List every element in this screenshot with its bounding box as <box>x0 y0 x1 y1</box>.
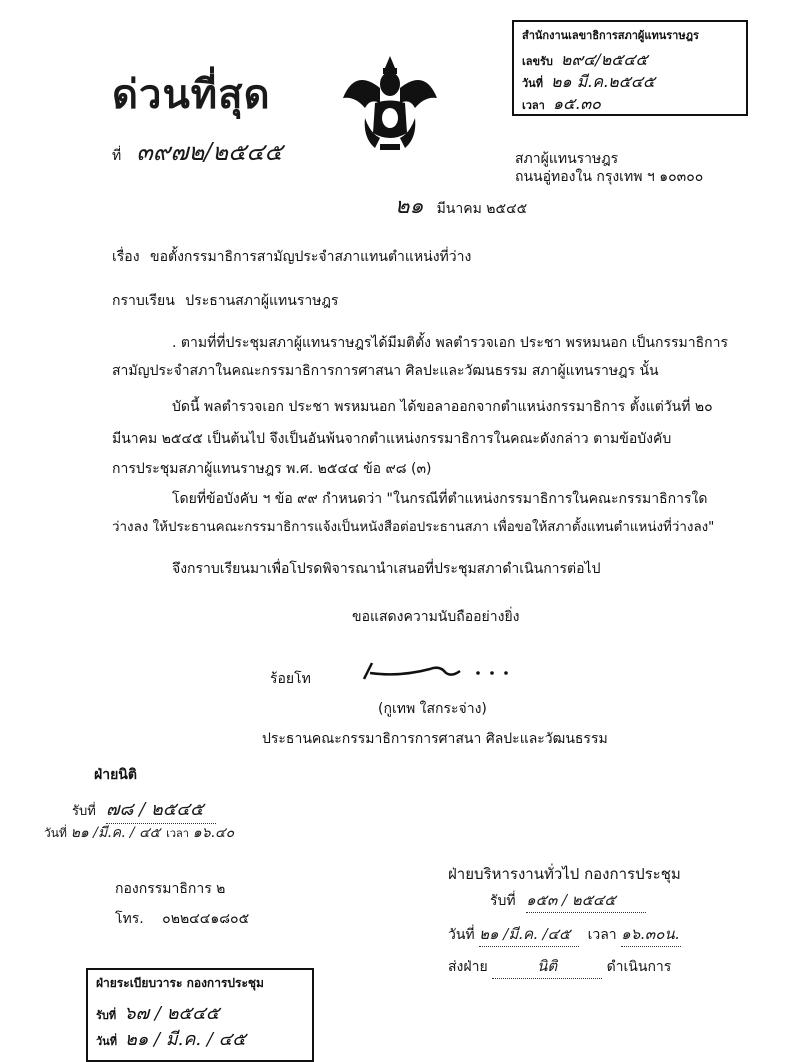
date-month-year: มีนาคม ๒๕๔๕ <box>436 201 528 217</box>
general-recv-value: ๑๕๓ / ๒๕๔๕ <box>526 888 646 913</box>
stamp-recv-label: เลขรับ <box>522 55 553 68</box>
general-admin-stamp <box>448 858 748 988</box>
handwritten-signature-icon <box>360 655 520 685</box>
secretariat-received-stamp <box>512 20 748 116</box>
agenda-header: ฝ่ายระเบียบวาระ กองการประชุม <box>96 976 264 990</box>
committee-phone <box>115 908 249 930</box>
general-recv-label: รับที่ <box>490 893 516 909</box>
stamp-time-value: ๑๕.๓๐ <box>552 94 601 113</box>
agenda-recv-label: รับที่ <box>96 1009 117 1022</box>
legislative-recv-value: ๗๘ / ๒๕๔๕ <box>106 794 216 824</box>
org-address-line1: สภาผู้แทนราษฎร <box>515 151 619 167</box>
subject-label: เรื่อง <box>112 249 140 265</box>
legislative-recv-label: รับที่ <box>72 804 96 819</box>
phone-label: โทร. <box>115 911 144 927</box>
general-send-suffix: ดำเนินการ <box>606 959 672 975</box>
body-line-4: มีนาคม ๒๕๔๕ เป็นต้นไป จึงเป็นอันพ้นจากตำแหน่งกรรมาธิการในคณะดังกล่าว ตามข้อบังคับ <box>112 431 672 447</box>
urgent-label: ด่วนที่สุด <box>112 71 271 118</box>
legislative-date-label: วันที่ <box>44 826 67 840</box>
agenda-date-value: ๒๑ / มี.ค. / ๔๕ <box>124 1029 246 1050</box>
date-day: ๒๑ <box>395 194 424 219</box>
signer-name: (กูเทพ ใสกระจ่าง) <box>378 701 487 717</box>
body-line-3: บัดนี้ พลตำรวจเอก ประชา พรหมนอก ได้ขอลาออกจากตำแหน่งกรรมาธิการ ตั้งแต่วันที่ ๒๐ <box>172 399 713 415</box>
body-line-1: . ตามที่ที่ประชุมสภาผู้แทนราษฎรได้มีมติตั้ง พลตำรวจเอก ประชา พรหมนอก เป็นกรรมาธิการ <box>172 335 729 351</box>
subject-line <box>112 246 471 268</box>
legislative-received-note <box>44 764 274 854</box>
document-date <box>395 188 527 223</box>
legislative-header: ฝ่ายนิติ <box>94 767 137 783</box>
general-time-label: เวลา <box>587 927 617 943</box>
general-header: ฝ่ายบริหารงานทั่วไป กองการประชุม <box>448 865 681 883</box>
salutation-line <box>112 290 338 312</box>
stamp-recv-value: ๒๙๔/๒๕๔๕ <box>560 50 648 69</box>
body-line-6: โดยที่ข้อบังคับ ฯ ข้อ ๙๙ กำหนดว่า "ในกรณีที่ตำแหน่งกรรมาธิการในคณะกรรมาธิการใด <box>172 491 708 507</box>
legislative-time-label: เวลา <box>166 827 189 840</box>
stamp-time-label: เวลา <box>522 99 545 112</box>
reference-number <box>112 132 283 171</box>
agenda-division-stamp <box>86 968 314 1062</box>
closing-phrase: ขอแสดงความนับถืออย่างยิ่ง <box>352 609 520 625</box>
body-line-8: จึงกราบเรียนมาเพื่อโปรดพิจารณานำเสนอที่ประชุมสภาดำเนินการต่อไป <box>172 561 601 577</box>
body-line-7: ว่างลง ให้ประธานคณะกรรมาธิการแจ้งเป็นหนังสือต่อประธานสภา เพื่อขอให้สภาตั้งแทนตำแหน่งที่ว่างลง" <box>112 520 715 535</box>
general-date-label: วันที่ <box>448 927 475 943</box>
signer-rank: ร้อยโท <box>270 671 311 687</box>
general-send-label: ส่งฝ่าย <box>448 959 488 975</box>
signer-position: ประธานคณะกรรมาธิการการศาสนา ศิลปะและวัฒนธรรม <box>262 731 608 747</box>
legislative-date-value: ๒๑ /มี.ค. / ๔๕ <box>70 825 161 841</box>
salutation-text: ประธานสภาผู้แทนราษฎร <box>185 293 339 309</box>
body-line-2: สามัญประจำสภาในคณะกรรมาธิการการศาสนา ศิลปะและวัฒนธรรม สภาผู้แทนราษฎร นั้น <box>112 363 659 379</box>
phone-number: ๐๒๒๔๔๑๘๐๕ <box>162 911 250 927</box>
body-line-5: การประชุมสภาผู้แทนราษฎร พ.ศ. ๒๕๔๔ ข้อ ๙๘ (๓) <box>112 461 432 477</box>
agenda-date-label: วันที่ <box>96 1035 117 1048</box>
legislative-time-value: ๑๖.๔๐ <box>192 825 235 841</box>
general-date-value: ๒๑ /มี.ค. /๔๕ <box>479 922 579 947</box>
stamp-date-label: วันที่ <box>522 77 543 90</box>
stamp-header: สำนักงานเลขาธิการสภาผู้แทนราษฎร <box>522 29 699 42</box>
general-time-value: ๑๖.๓๐น. <box>621 922 681 947</box>
stamp-date-value: ๒๑ มี.ค.๒๕๔๕ <box>550 72 656 91</box>
garuda-emblem-icon <box>335 48 445 158</box>
reference-value: ๓๙๗๒/๒๕๔๕ <box>136 138 283 166</box>
subject-text: ขอตั้งกรรมาธิการสามัญประจำสภาแทนตำแหน่งที่ว่าง <box>150 249 472 265</box>
agenda-recv-value: ๖๗ / ๒๕๔๕ <box>124 1003 220 1024</box>
salutation-label: กราบเรียน <box>112 293 175 309</box>
org-address-line2: ถนนอู่ทองใน กรุงเทพ ฯ ๑๐๓๐๐ <box>515 169 704 185</box>
reference-label: ที่ <box>112 148 122 164</box>
general-send-value: นิติ <box>492 954 602 979</box>
committee-office: กองกรรมาธิการ ๒ <box>115 881 226 897</box>
